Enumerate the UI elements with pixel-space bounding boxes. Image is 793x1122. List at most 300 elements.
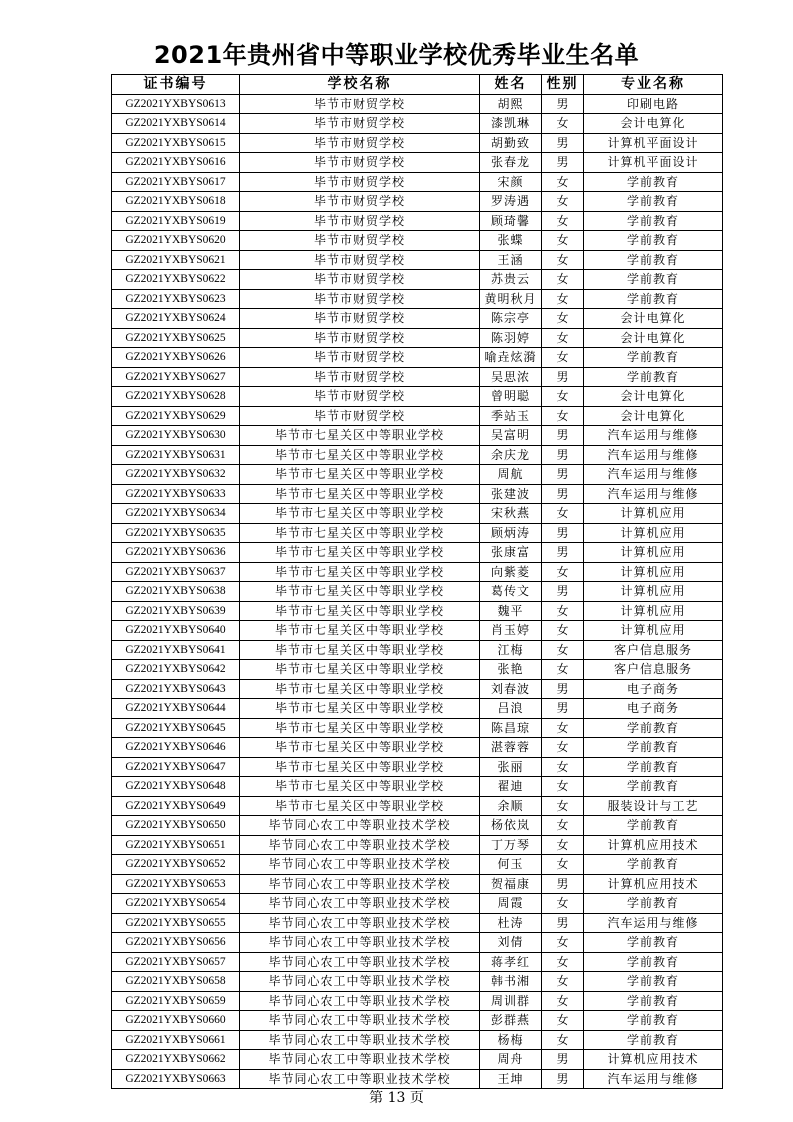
student-name-cell: 宋颜 <box>480 172 542 192</box>
certificate-number-cell: GZ2021YXBYS0663 <box>112 1069 240 1089</box>
major-name-cell: 计算机应用 <box>584 562 723 582</box>
gender-cell: 男 <box>542 874 584 894</box>
table-row <box>112 465 723 485</box>
student-name-cell: 蒋孝红 <box>480 952 542 972</box>
certificate-number-cell: GZ2021YXBYS0641 <box>112 640 240 660</box>
school-name-cell: 毕节市七星关区中等职业学校 <box>240 484 480 504</box>
certificate-number-cell: GZ2021YXBYS0633 <box>112 484 240 504</box>
certificate-number-cell: GZ2021YXBYS0652 <box>112 855 240 875</box>
table-row <box>112 855 723 875</box>
school-name-cell: 毕节同心农工中等职业技术学校 <box>240 855 480 875</box>
gender-cell: 女 <box>542 289 584 309</box>
certificate-number-cell: GZ2021YXBYS0616 <box>112 153 240 173</box>
gender-cell: 女 <box>542 504 584 524</box>
student-name-cell: 丁万琴 <box>480 835 542 855</box>
certificate-number-cell: GZ2021YXBYS0638 <box>112 582 240 602</box>
table-row <box>112 1050 723 1070</box>
gender-cell: 男 <box>542 133 584 153</box>
table-body <box>112 94 723 1089</box>
major-name-cell: 学前教育 <box>584 211 723 231</box>
table-row <box>112 699 723 719</box>
table-row <box>112 621 723 641</box>
major-name-cell: 学前教育 <box>584 952 723 972</box>
table-row <box>112 523 723 543</box>
school-name-cell: 毕节市七星关区中等职业学校 <box>240 562 480 582</box>
certificate-number-cell: GZ2021YXBYS0630 <box>112 426 240 446</box>
gender-cell: 女 <box>542 1011 584 1031</box>
major-name-cell: 学前教育 <box>584 855 723 875</box>
school-name-cell: 毕节市财贸学校 <box>240 192 480 212</box>
certificate-number-cell: GZ2021YXBYS0660 <box>112 1011 240 1031</box>
school-name-cell: 毕节同心农工中等职业技术学校 <box>240 1069 480 1089</box>
major-name-cell: 电子商务 <box>584 679 723 699</box>
student-name-cell: 湛蓉蓉 <box>480 738 542 758</box>
student-name-cell: 向紫菱 <box>480 562 542 582</box>
student-name-cell: 黄明秋月 <box>480 289 542 309</box>
certificate-number-cell: GZ2021YXBYS0651 <box>112 835 240 855</box>
student-name-cell: 胡勤致 <box>480 133 542 153</box>
school-name-cell: 毕节同心农工中等职业技术学校 <box>240 874 480 894</box>
gender-cell: 女 <box>542 1030 584 1050</box>
certificate-number-cell: GZ2021YXBYS0662 <box>112 1050 240 1070</box>
table-row <box>112 445 723 465</box>
school-name-cell: 毕节市七星关区中等职业学校 <box>240 757 480 777</box>
gender-cell: 男 <box>542 484 584 504</box>
school-name-cell: 毕节市七星关区中等职业学校 <box>240 465 480 485</box>
table-row <box>112 1030 723 1050</box>
certificate-number-cell: GZ2021YXBYS0614 <box>112 114 240 134</box>
student-name-cell: 周训群 <box>480 991 542 1011</box>
student-name-cell: 张丽 <box>480 757 542 777</box>
school-name-cell: 毕节市财贸学校 <box>240 406 480 426</box>
gender-cell: 男 <box>542 94 584 114</box>
major-name-cell: 学前教育 <box>584 348 723 368</box>
school-name-cell: 毕节同心农工中等职业技术学校 <box>240 1011 480 1031</box>
major-name-cell: 服装设计与工艺 <box>584 796 723 816</box>
school-name-cell: 毕节市财贸学校 <box>240 211 480 231</box>
major-name-cell: 汽车运用与维修 <box>584 426 723 446</box>
gender-cell: 女 <box>542 777 584 797</box>
student-name-cell: 顾炳涛 <box>480 523 542 543</box>
table-row <box>112 172 723 192</box>
gender-cell: 女 <box>542 211 584 231</box>
table-row <box>112 562 723 582</box>
major-name-cell: 学前教育 <box>584 250 723 270</box>
major-name-cell: 汽车运用与维修 <box>584 465 723 485</box>
gender-cell: 女 <box>542 933 584 953</box>
table-row <box>112 777 723 797</box>
gender-cell: 女 <box>542 718 584 738</box>
major-name-cell: 学前教育 <box>584 933 723 953</box>
gender-cell: 女 <box>542 621 584 641</box>
certificate-number-cell: GZ2021YXBYS0632 <box>112 465 240 485</box>
certificate-number-cell: GZ2021YXBYS0637 <box>112 562 240 582</box>
major-name-cell: 会计电算化 <box>584 114 723 134</box>
school-name-cell: 毕节市七星关区中等职业学校 <box>240 699 480 719</box>
certificate-number-cell: GZ2021YXBYS0645 <box>112 718 240 738</box>
major-name-cell: 学前教育 <box>584 738 723 758</box>
certificate-number-cell: GZ2021YXBYS0618 <box>112 192 240 212</box>
school-name-cell: 毕节同心农工中等职业技术学校 <box>240 1050 480 1070</box>
certificate-number-cell: GZ2021YXBYS0640 <box>112 621 240 641</box>
gender-cell: 女 <box>542 601 584 621</box>
table-row <box>112 952 723 972</box>
page-number: 第 13 页 <box>369 1090 424 1106</box>
certificate-number-cell: GZ2021YXBYS0643 <box>112 679 240 699</box>
gender-cell: 女 <box>542 972 584 992</box>
gender-cell: 男 <box>542 543 584 563</box>
student-name-cell: 江梅 <box>480 640 542 660</box>
table-row <box>112 406 723 426</box>
table-row <box>112 933 723 953</box>
certificate-number-cell: GZ2021YXBYS0617 <box>112 172 240 192</box>
student-name-cell: 余顺 <box>480 796 542 816</box>
school-name-cell: 毕节市财贸学校 <box>240 309 480 329</box>
student-name-cell: 肖玉婷 <box>480 621 542 641</box>
gender-cell: 男 <box>542 367 584 387</box>
table-row <box>112 640 723 660</box>
table-row <box>112 835 723 855</box>
student-name-cell: 余庆龙 <box>480 445 542 465</box>
table-row <box>112 1069 723 1089</box>
major-name-cell: 会计电算化 <box>584 387 723 407</box>
school-name-cell: 毕节市财贸学校 <box>240 387 480 407</box>
student-name-cell: 翟迪 <box>480 777 542 797</box>
student-name-cell: 苏贵云 <box>480 270 542 290</box>
gender-cell: 女 <box>542 192 584 212</box>
major-name-cell: 计算机平面设计 <box>584 153 723 173</box>
school-name-cell: 毕节市七星关区中等职业学校 <box>240 738 480 758</box>
gender-cell: 女 <box>542 757 584 777</box>
table-row <box>112 94 723 114</box>
gender-cell: 女 <box>542 816 584 836</box>
major-name-cell: 汽车运用与维修 <box>584 913 723 933</box>
school-name-cell: 毕节市财贸学校 <box>240 270 480 290</box>
certificate-number-cell: GZ2021YXBYS0626 <box>112 348 240 368</box>
gender-cell: 女 <box>542 250 584 270</box>
student-name-cell: 周霞 <box>480 894 542 914</box>
certificate-number-cell: GZ2021YXBYS0621 <box>112 250 240 270</box>
certificate-number-cell: GZ2021YXBYS0635 <box>112 523 240 543</box>
table-row <box>112 816 723 836</box>
student-name-cell: 陈羽婷 <box>480 328 542 348</box>
major-name-cell: 客户信息服务 <box>584 640 723 660</box>
school-name-cell: 毕节市七星关区中等职业学校 <box>240 601 480 621</box>
student-name-cell: 韩书湘 <box>480 972 542 992</box>
header-school-name: 学校名称 <box>240 75 480 95</box>
certificate-number-cell: GZ2021YXBYS0653 <box>112 874 240 894</box>
certificate-number-cell: GZ2021YXBYS0634 <box>112 504 240 524</box>
major-name-cell: 客户信息服务 <box>584 660 723 680</box>
student-name-cell: 胡熙 <box>480 94 542 114</box>
certificate-number-cell: GZ2021YXBYS0631 <box>112 445 240 465</box>
table-row <box>112 679 723 699</box>
student-name-cell: 杜涛 <box>480 913 542 933</box>
student-name-cell: 罗涛遇 <box>480 192 542 212</box>
gender-cell: 男 <box>542 679 584 699</box>
school-name-cell: 毕节市财贸学校 <box>240 367 480 387</box>
major-name-cell: 学前教育 <box>584 757 723 777</box>
school-name-cell: 毕节同心农工中等职业技术学校 <box>240 913 480 933</box>
certificate-number-cell: GZ2021YXBYS0648 <box>112 777 240 797</box>
certificate-number-cell: GZ2021YXBYS0659 <box>112 991 240 1011</box>
student-name-cell: 吕浪 <box>480 699 542 719</box>
certificate-number-cell: GZ2021YXBYS0629 <box>112 406 240 426</box>
gender-cell: 男 <box>542 1069 584 1089</box>
table-row <box>112 913 723 933</box>
gender-cell: 男 <box>542 465 584 485</box>
certificate-number-cell: GZ2021YXBYS0649 <box>112 796 240 816</box>
gender-cell: 女 <box>542 952 584 972</box>
table-row <box>112 718 723 738</box>
table-row <box>112 387 723 407</box>
table-row <box>112 289 723 309</box>
student-name-cell: 张建波 <box>480 484 542 504</box>
school-name-cell: 毕节市财贸学校 <box>240 114 480 134</box>
school-name-cell: 毕节同心农工中等职业技术学校 <box>240 991 480 1011</box>
student-name-cell: 吴富明 <box>480 426 542 446</box>
certificate-number-cell: GZ2021YXBYS0624 <box>112 309 240 329</box>
school-name-cell: 毕节市财贸学校 <box>240 153 480 173</box>
header-certificate-number: 证书编号 <box>112 75 240 95</box>
certificate-number-cell: GZ2021YXBYS0627 <box>112 367 240 387</box>
school-name-cell: 毕节市七星关区中等职业学校 <box>240 582 480 602</box>
table-row <box>112 504 723 524</box>
major-name-cell: 学前教育 <box>584 1011 723 1031</box>
gender-cell: 女 <box>542 738 584 758</box>
table-row <box>112 231 723 251</box>
student-name-cell: 葛传文 <box>480 582 542 602</box>
table-row <box>112 270 723 290</box>
student-name-cell: 魏平 <box>480 601 542 621</box>
header-student-name: 姓名 <box>480 75 542 95</box>
certificate-number-cell: GZ2021YXBYS0628 <box>112 387 240 407</box>
student-name-cell: 刘倩 <box>480 933 542 953</box>
major-name-cell: 汽车运用与维修 <box>584 1069 723 1089</box>
school-name-cell: 毕节市财贸学校 <box>240 172 480 192</box>
student-name-cell: 张艳 <box>480 660 542 680</box>
school-name-cell: 毕节市七星关区中等职业学校 <box>240 426 480 446</box>
student-name-cell: 彭群燕 <box>480 1011 542 1031</box>
certificate-number-cell: GZ2021YXBYS0647 <box>112 757 240 777</box>
table-row <box>112 660 723 680</box>
table-row <box>112 348 723 368</box>
major-name-cell: 电子商务 <box>584 699 723 719</box>
table-row <box>112 582 723 602</box>
school-name-cell: 毕节市七星关区中等职业学校 <box>240 796 480 816</box>
gender-cell: 男 <box>542 1050 584 1070</box>
gender-cell: 女 <box>542 114 584 134</box>
certificate-number-cell: GZ2021YXBYS0642 <box>112 660 240 680</box>
school-name-cell: 毕节市七星关区中等职业学校 <box>240 640 480 660</box>
student-name-cell: 漆凯琳 <box>480 114 542 134</box>
gender-cell: 女 <box>542 640 584 660</box>
table-row <box>112 874 723 894</box>
major-name-cell: 学前教育 <box>584 894 723 914</box>
school-name-cell: 毕节同心农工中等职业技术学校 <box>240 933 480 953</box>
table-row <box>112 367 723 387</box>
student-name-cell: 杨依岚 <box>480 816 542 836</box>
certificate-number-cell: GZ2021YXBYS0646 <box>112 738 240 758</box>
school-name-cell: 毕节市财贸学校 <box>240 133 480 153</box>
major-name-cell: 计算机应用 <box>584 582 723 602</box>
table-row <box>112 114 723 134</box>
student-name-cell: 张春龙 <box>480 153 542 173</box>
table-row <box>112 991 723 1011</box>
table-header-row <box>112 75 723 95</box>
certificate-number-cell: GZ2021YXBYS0623 <box>112 289 240 309</box>
student-name-cell: 周航 <box>480 465 542 485</box>
student-name-cell: 何玉 <box>480 855 542 875</box>
school-name-cell: 毕节市七星关区中等职业学校 <box>240 621 480 641</box>
major-name-cell: 学前教育 <box>584 972 723 992</box>
major-name-cell: 计算机应用 <box>584 543 723 563</box>
student-name-cell: 王涵 <box>480 250 542 270</box>
gender-cell: 女 <box>542 270 584 290</box>
school-name-cell: 毕节市财贸学校 <box>240 328 480 348</box>
school-name-cell: 毕节同心农工中等职业技术学校 <box>240 972 480 992</box>
gender-cell: 女 <box>542 328 584 348</box>
major-name-cell: 计算机应用 <box>584 601 723 621</box>
student-name-cell: 季站玉 <box>480 406 542 426</box>
school-name-cell: 毕节市七星关区中等职业学校 <box>240 679 480 699</box>
major-name-cell: 印刷电路 <box>584 94 723 114</box>
certificate-number-cell: GZ2021YXBYS0655 <box>112 913 240 933</box>
school-name-cell: 毕节同心农工中等职业技术学校 <box>240 816 480 836</box>
certificate-number-cell: GZ2021YXBYS0644 <box>112 699 240 719</box>
table-row <box>112 309 723 329</box>
school-name-cell: 毕节市财贸学校 <box>240 348 480 368</box>
major-name-cell: 学前教育 <box>584 289 723 309</box>
gender-cell: 女 <box>542 894 584 914</box>
school-name-cell: 毕节同心农工中等职业技术学校 <box>240 952 480 972</box>
header-major-name: 专业名称 <box>584 75 723 95</box>
student-name-cell: 喻垚炫漪 <box>480 348 542 368</box>
school-name-cell: 毕节市财贸学校 <box>240 231 480 251</box>
major-name-cell: 学前教育 <box>584 1030 723 1050</box>
school-name-cell: 毕节同心农工中等职业技术学校 <box>240 1030 480 1050</box>
gender-cell: 女 <box>542 231 584 251</box>
gender-cell: 男 <box>542 582 584 602</box>
major-name-cell: 计算机应用技术 <box>584 874 723 894</box>
certificate-number-cell: GZ2021YXBYS0639 <box>112 601 240 621</box>
table-row <box>112 192 723 212</box>
major-name-cell: 会计电算化 <box>584 406 723 426</box>
gender-cell: 女 <box>542 855 584 875</box>
gender-cell: 女 <box>542 796 584 816</box>
major-name-cell: 学前教育 <box>584 231 723 251</box>
school-name-cell: 毕节市七星关区中等职业学校 <box>240 660 480 680</box>
gender-cell: 女 <box>542 991 584 1011</box>
table-row <box>112 757 723 777</box>
table-row <box>112 133 723 153</box>
gender-cell: 女 <box>542 387 584 407</box>
certificate-number-cell: GZ2021YXBYS0625 <box>112 328 240 348</box>
gender-cell: 男 <box>542 699 584 719</box>
school-name-cell: 毕节市七星关区中等职业学校 <box>240 718 480 738</box>
school-name-cell: 毕节同心农工中等职业技术学校 <box>240 835 480 855</box>
table-row <box>112 484 723 504</box>
school-name-cell: 毕节市财贸学校 <box>240 289 480 309</box>
student-name-cell: 吴思浓 <box>480 367 542 387</box>
gender-cell: 男 <box>542 913 584 933</box>
major-name-cell: 计算机平面设计 <box>584 133 723 153</box>
gender-cell: 女 <box>542 562 584 582</box>
major-name-cell: 学前教育 <box>584 718 723 738</box>
student-name-cell: 贺福康 <box>480 874 542 894</box>
certificate-number-cell: GZ2021YXBYS0654 <box>112 894 240 914</box>
student-name-cell: 曾明聪 <box>480 387 542 407</box>
table-row <box>112 153 723 173</box>
certificate-number-cell: GZ2021YXBYS0661 <box>112 1030 240 1050</box>
major-name-cell: 学前教育 <box>584 172 723 192</box>
school-name-cell: 毕节市七星关区中等职业学校 <box>240 445 480 465</box>
student-name-cell: 王坤 <box>480 1069 542 1089</box>
major-name-cell: 汽车运用与维修 <box>584 484 723 504</box>
major-name-cell: 学前教育 <box>584 270 723 290</box>
student-name-cell: 顾琦馨 <box>480 211 542 231</box>
major-name-cell: 学前教育 <box>584 991 723 1011</box>
certificate-number-cell: GZ2021YXBYS0619 <box>112 211 240 231</box>
school-name-cell: 毕节市财贸学校 <box>240 94 480 114</box>
student-name-cell: 刘春波 <box>480 679 542 699</box>
major-name-cell: 计算机应用 <box>584 621 723 641</box>
student-name-cell: 陈宗亭 <box>480 309 542 329</box>
major-name-cell: 学前教育 <box>584 367 723 387</box>
gender-cell: 女 <box>542 660 584 680</box>
table-row <box>112 328 723 348</box>
gender-cell: 女 <box>542 406 584 426</box>
page-title: 2021年贵州省中等职业学校优秀毕业生名单 <box>153 41 640 69</box>
certificate-number-cell: GZ2021YXBYS0620 <box>112 231 240 251</box>
major-name-cell: 计算机应用技术 <box>584 1050 723 1070</box>
gender-cell: 男 <box>542 523 584 543</box>
table-row <box>112 796 723 816</box>
graduate-table <box>111 74 723 1089</box>
major-name-cell: 学前教育 <box>584 192 723 212</box>
certificate-number-cell: GZ2021YXBYS0613 <box>112 94 240 114</box>
school-name-cell: 毕节市财贸学校 <box>240 250 480 270</box>
major-name-cell: 计算机应用技术 <box>584 835 723 855</box>
table-row <box>112 1011 723 1031</box>
student-name-cell: 张蝶 <box>480 231 542 251</box>
major-name-cell: 计算机应用 <box>584 523 723 543</box>
table-row <box>112 894 723 914</box>
table-row <box>112 250 723 270</box>
student-name-cell: 周舟 <box>480 1050 542 1070</box>
certificate-number-cell: GZ2021YXBYS0656 <box>112 933 240 953</box>
school-name-cell: 毕节市七星关区中等职业学校 <box>240 543 480 563</box>
student-name-cell: 宋秋燕 <box>480 504 542 524</box>
header-gender: 性别 <box>542 75 584 95</box>
certificate-number-cell: GZ2021YXBYS0615 <box>112 133 240 153</box>
gender-cell: 男 <box>542 445 584 465</box>
table-row <box>112 211 723 231</box>
table-row <box>112 972 723 992</box>
major-name-cell: 计算机应用 <box>584 504 723 524</box>
certificate-number-cell: GZ2021YXBYS0650 <box>112 816 240 836</box>
gender-cell: 男 <box>542 153 584 173</box>
major-name-cell: 会计电算化 <box>584 309 723 329</box>
school-name-cell: 毕节市七星关区中等职业学校 <box>240 523 480 543</box>
gender-cell: 女 <box>542 172 584 192</box>
major-name-cell: 会计电算化 <box>584 328 723 348</box>
certificate-number-cell: GZ2021YXBYS0657 <box>112 952 240 972</box>
gender-cell: 男 <box>542 426 584 446</box>
table-row <box>112 543 723 563</box>
major-name-cell: 学前教育 <box>584 777 723 797</box>
major-name-cell: 学前教育 <box>584 816 723 836</box>
